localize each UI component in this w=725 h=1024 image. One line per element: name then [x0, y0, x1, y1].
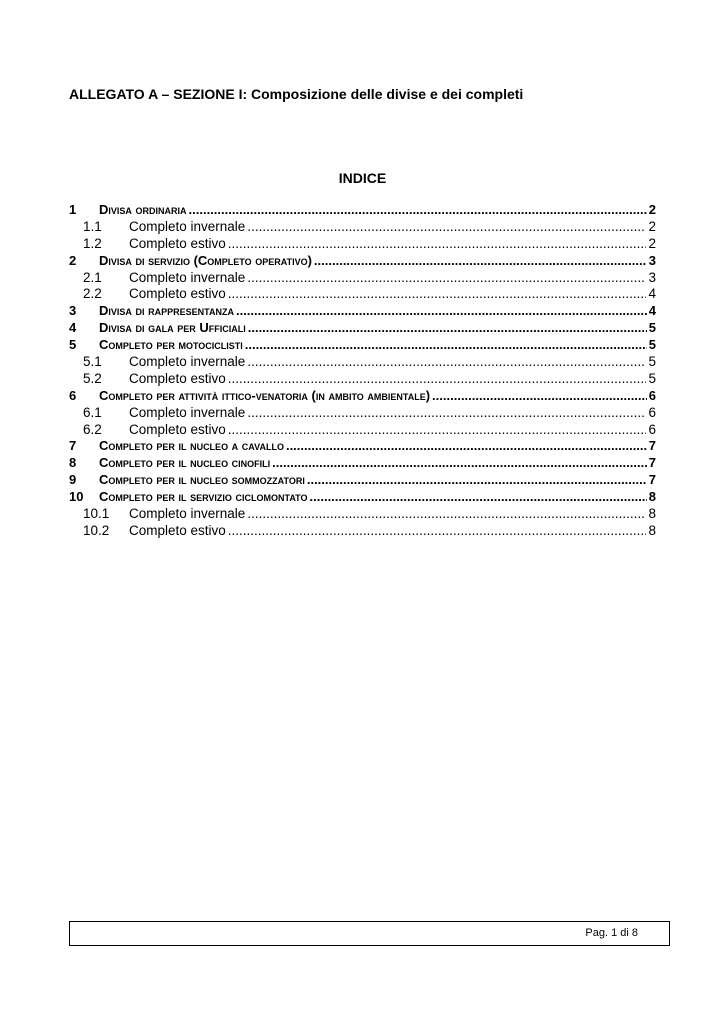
- toc-leader-dots: [247, 405, 646, 420]
- toc-entry-page: 2: [648, 202, 656, 217]
- toc-entry[interactable]: [69, 253, 656, 270]
- toc-leader-dots: [245, 337, 647, 352]
- toc-entry-title: Completo invernale: [129, 269, 246, 285]
- toc-entry-title: Divisa ordinaria: [99, 202, 187, 217]
- toc-entry[interactable]: [69, 202, 656, 219]
- toc-entry[interactable]: [69, 286, 656, 303]
- toc-entry[interactable]: [69, 438, 656, 455]
- toc-leader-dots: [247, 354, 646, 369]
- toc-entry-number: 5.2: [83, 370, 102, 386]
- toc-entry-page: 4: [648, 286, 656, 302]
- toc-leader-dots: [248, 320, 647, 335]
- toc-leader-dots: [228, 236, 647, 251]
- toc-entry-title: Completo estivo: [129, 522, 226, 538]
- toc-entry-page: 6: [648, 404, 656, 420]
- toc-leader-dots: [247, 219, 646, 234]
- toc-entry-title: Completo invernale: [129, 354, 246, 370]
- toc-entry-page: 7: [648, 455, 656, 471]
- toc-entry-page: 2: [648, 218, 656, 234]
- toc-entry-page: 4: [648, 303, 656, 319]
- toc-entry-title: Completo per il nucleo a cavallo: [99, 438, 284, 454]
- toc-entry-page: 8: [648, 506, 656, 522]
- toc-entry-number: 4: [69, 320, 77, 336]
- toc-entry-page: 8: [648, 522, 656, 538]
- toc-leader-dots: [310, 489, 647, 504]
- toc-entry-page: 5: [648, 354, 656, 370]
- page-number: Pag. 1 di 8: [585, 927, 638, 939]
- toc-entry[interactable]: [69, 337, 656, 354]
- toc-entry-title: Completo estivo: [129, 235, 226, 251]
- toc-entry[interactable]: [69, 219, 656, 236]
- document-title: ALLEGATO A – SEZIONE I: Composizione delle divise e dei completi: [69, 86, 524, 102]
- toc-entry-number: 10: [69, 489, 84, 505]
- toc-entry-title: Divisa di servizio (Completo operativo): [99, 252, 312, 268]
- toc-heading-label: INDICE: [338, 170, 387, 186]
- toc-entry[interactable]: [69, 320, 656, 337]
- page-footer: [69, 921, 670, 946]
- toc-entry-title: Completo per il nucleo cinofili: [99, 455, 271, 471]
- toc-entry-page: 7: [648, 472, 656, 488]
- toc-entry-page: 5: [648, 337, 656, 353]
- toc-entry-title: Completo invernale: [129, 506, 246, 522]
- toc-entry[interactable]: [69, 506, 656, 523]
- toc-entry[interactable]: [69, 354, 656, 371]
- toc-leader-dots: [228, 371, 647, 386]
- toc-leader-dots: [228, 286, 647, 301]
- toc-leader-dots: [247, 506, 646, 521]
- toc-entry[interactable]: [69, 236, 656, 253]
- toc-entry[interactable]: [69, 371, 656, 388]
- toc-entry-page: 3: [648, 252, 656, 268]
- toc-entry-title: Completo invernale: [129, 218, 246, 234]
- toc-entry-number: 5: [69, 337, 77, 353]
- toc-entry-page: 8: [648, 489, 656, 505]
- toc-leader-dots: [286, 438, 647, 453]
- toc-entry-number: 1.2: [83, 235, 102, 251]
- toc-entry-number: 10.2: [83, 522, 110, 538]
- toc-entry-title: Completo invernale: [129, 404, 246, 420]
- toc-entry[interactable]: [69, 523, 656, 540]
- toc-entry-number: 6: [69, 387, 77, 403]
- toc-leader-dots: [247, 270, 646, 285]
- toc-entry[interactable]: [69, 270, 656, 287]
- toc-entry-page: 3: [648, 269, 656, 285]
- toc-entry-title: Completo estivo: [129, 421, 226, 437]
- toc-entry-page: 7: [648, 438, 656, 454]
- toc-entry[interactable]: [69, 303, 656, 320]
- toc-entry[interactable]: [69, 422, 656, 439]
- toc-entry-page: 6: [648, 421, 656, 437]
- toc-entry[interactable]: [69, 489, 656, 506]
- toc-entry-number: 5.1: [83, 354, 102, 370]
- toc-entry-number: 10.1: [83, 506, 110, 522]
- toc-entry-number: 7: [69, 438, 77, 454]
- toc-entry-number: 6.2: [83, 421, 102, 437]
- toc-entry-page: 5: [648, 320, 656, 336]
- table-of-contents: [69, 202, 656, 540]
- toc-entry[interactable]: [69, 405, 656, 422]
- toc-entry-number: 6.1: [83, 404, 102, 420]
- toc-entry-number: 9: [69, 472, 77, 488]
- toc-entry-title: Divisa di rappresentanza: [99, 303, 234, 319]
- toc-leader-dots: [189, 202, 647, 217]
- toc-entry-number: 8: [69, 455, 77, 471]
- toc-entry[interactable]: [69, 455, 656, 472]
- toc-entry-number: 1.1: [83, 218, 102, 234]
- toc-entry-title: Completo estivo: [129, 370, 226, 386]
- toc-entry-number: 3: [69, 303, 77, 319]
- toc-entry-title: Completo estivo: [129, 286, 226, 302]
- toc-entry-number: 1: [69, 202, 77, 217]
- toc-entry-title: Completo per il servizio ciclomontato: [99, 489, 308, 505]
- toc-heading: [0, 170, 725, 186]
- toc-leader-dots: [228, 422, 647, 437]
- toc-entry-title: Divisa di gala per Ufficiali: [99, 320, 246, 336]
- toc-entry-number: 2: [69, 252, 77, 268]
- toc-leader-dots: [314, 253, 647, 268]
- toc-entry-title: Completo per motociclisti: [99, 337, 243, 353]
- toc-entry-page: 2: [648, 235, 656, 251]
- toc-entry-title: Completo per il nucleo sommozzatori: [99, 472, 305, 488]
- toc-leader-dots: [432, 388, 647, 403]
- toc-leader-dots: [307, 472, 647, 487]
- toc-entry-page: 6: [648, 387, 656, 403]
- toc-entry[interactable]: [69, 472, 656, 489]
- toc-entry-number: 2.2: [83, 286, 102, 302]
- toc-leader-dots: [236, 303, 647, 318]
- toc-entry-page: 5: [648, 370, 656, 386]
- toc-leader-dots: [228, 523, 647, 538]
- toc-entry[interactable]: [69, 388, 656, 405]
- toc-entry-number: 2.1: [83, 269, 102, 285]
- toc-leader-dots: [272, 455, 647, 470]
- toc-entry-title: Completo per attività ittico-venatoria (in ambito ambientale): [99, 387, 431, 403]
